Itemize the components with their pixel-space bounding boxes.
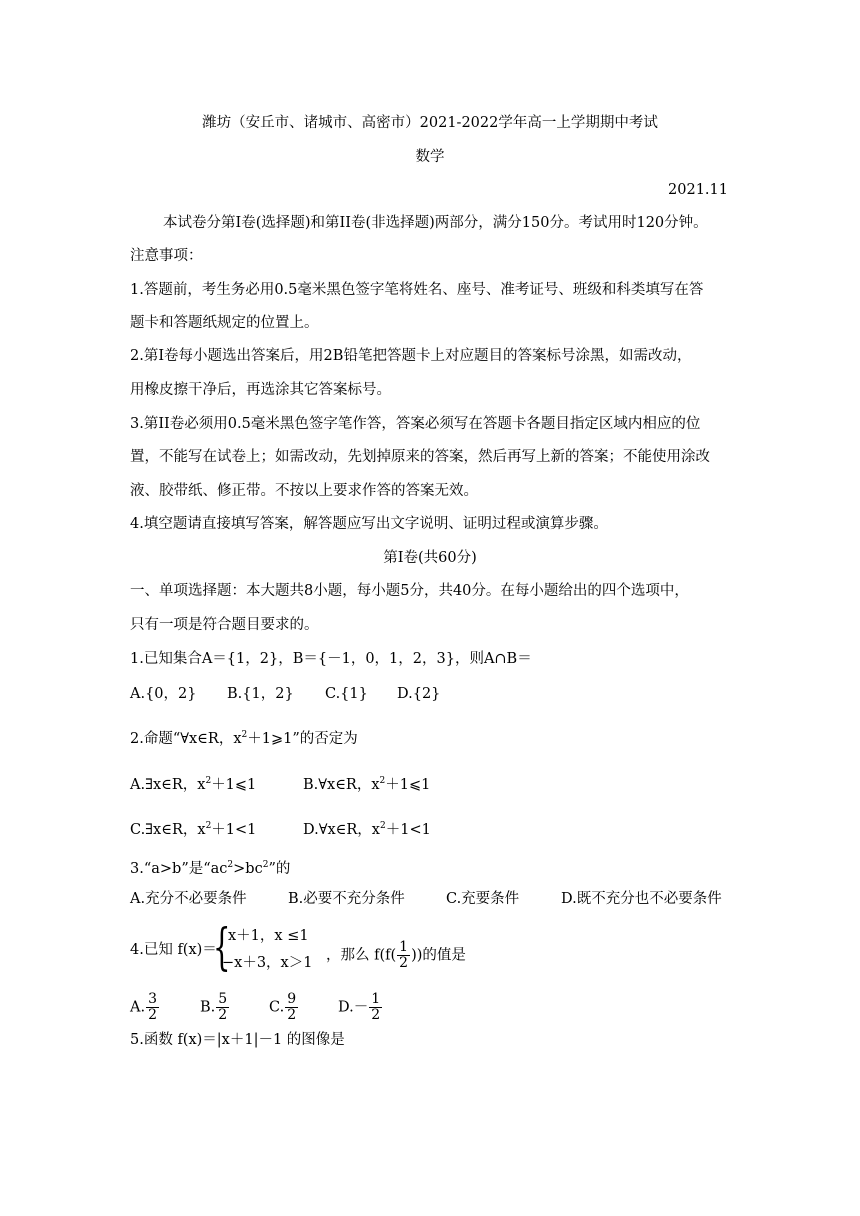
q4-option-a (130, 992, 160, 1023)
q3-option-a: A.充分不必要条件 (130, 891, 247, 907)
q4-option-d (338, 992, 383, 1023)
q4-a-den: 2 (148, 1007, 158, 1023)
q4-option-c (269, 992, 299, 1023)
intro-text: 本试卷分第I卷(选择题)和第II卷(非选择题)两部分，满分150分。考试用时120分钟。 (163, 215, 708, 231)
q3-sup-1: 2 (227, 860, 234, 870)
notice-3c: 液、胶带纸、修正带。不按以上要求作答的答案无效。 (130, 483, 478, 499)
q4-c-frac (285, 992, 298, 1023)
subject-title: 数学 (415, 149, 445, 165)
q4-stem-b: ，那么 f(f( (326, 947, 397, 964)
q2-d-sup: 2 (379, 821, 386, 831)
q4-c-num: 9 (287, 991, 297, 1007)
q2-b-part2: ＋1⩽1 (385, 777, 431, 793)
q4-b-frac (216, 992, 229, 1023)
q2-stem (130, 725, 358, 749)
notice-title: 注意事项： (130, 248, 203, 264)
q4-brace: { (213, 918, 231, 976)
q2-stem-sup: 2 (241, 730, 248, 740)
notice-2a: 2.第I卷每小题选出答案后，用2B铅笔把答题卡上对应题目的答案标号涂黑，如需改动， (130, 348, 692, 364)
q2-option-a (130, 771, 256, 795)
q2-stem-b: ＋1⩾1”的否定为 (247, 731, 358, 747)
q2-a-part2: ＋1⩽1 (211, 777, 257, 793)
q3-stem-c: ”的 (268, 861, 291, 877)
q2-d-part2: ＋1<1 (385, 822, 431, 838)
notice-1b: 题卡和答题纸规定的位置上。 (130, 315, 319, 331)
q1-option-c: C.{1} (325, 686, 368, 702)
q2-c-part2: ＋1<1 (211, 822, 257, 838)
q4-c-label: C. (269, 999, 285, 1016)
q4-a-label: A. (130, 999, 146, 1016)
q4-b-den: 2 (218, 1007, 228, 1023)
q4-fraction (397, 940, 410, 971)
q4-frac-num: 1 (399, 939, 409, 955)
q2-c-sup: 2 (205, 821, 212, 831)
q4-a-frac (146, 992, 159, 1023)
exam-title: 潍坊（安丘市、诸城市、高密市）2021-2022学年高一上学期期中考试 (202, 115, 658, 131)
q1-option-b: B.{1，2} (227, 686, 294, 702)
q4-case-2: −x＋3，x＞1 (222, 955, 313, 971)
section-title: 第I卷(共60分) (383, 550, 477, 566)
q4-stem-b-wrap (326, 940, 466, 971)
q2-b-sup: 2 (379, 776, 386, 786)
notice-1a: 1.答题前，考生务必用0.5毫米黑色签字笔将姓名、座号、准考证号、班级和科类填写在答 (130, 282, 704, 298)
section-desc-b: 只有一项是符合题目要求的。 (130, 617, 319, 633)
exam-date: 2021.11 (668, 182, 728, 198)
q4-case-1: x＋1，x ≤1 (228, 928, 309, 944)
q2-option-b (303, 771, 430, 795)
q4-stem-c: ))的值是 (411, 947, 466, 964)
section-desc-a: 一、单项选择题：本大题共8小题，每小题5分，共40分。在每小题给出的四个选项中， (130, 583, 689, 599)
q2-b-part1: B.∀x∈R，x (303, 777, 380, 793)
q4-b-label: B. (200, 999, 216, 1016)
q2-a-part1: A.∃x∈R，x (130, 777, 206, 793)
q4-option-b (200, 992, 230, 1023)
q4-d-den: 2 (371, 1007, 381, 1023)
q3-stem-b: >bc (233, 861, 263, 877)
q2-d-part1: D.∀x∈R，x (303, 822, 380, 838)
q3-option-d: D.既不充分也不必要条件 (561, 891, 722, 907)
q1-stem: 1.已知集合A＝{1，2}，B＝{－1，0，1，2，3}，则A∩B＝ (130, 651, 532, 667)
q2-option-c (130, 816, 256, 840)
q2-c-part1: C.∃x∈R，x (130, 822, 206, 838)
q4-a-num: 3 (148, 991, 158, 1007)
q3-option-b: B.必要不充分条件 (288, 891, 405, 907)
q1-option-a: A.{0，2} (130, 686, 197, 702)
q4-d-num: 1 (371, 991, 381, 1007)
q1-option-d: D.{2} (397, 686, 441, 702)
q4-stem-a: 4.已知 f(x)＝ (130, 942, 217, 958)
q4-b-num: 5 (218, 991, 228, 1007)
q3-option-c: C.充要条件 (446, 891, 520, 907)
notice-4: 4.填空题请直接填写答案，解答题应写出文字说明、证明过程或演算步骤。 (130, 516, 608, 532)
q2-option-d (303, 816, 431, 840)
q3-sup-2: 2 (262, 860, 269, 870)
notice-3b: 置，不能写在试卷上；如需改动，先划掉原来的答案，然后再写上新的答案；不能使用涂改 (130, 449, 710, 465)
q4-frac-den: 2 (399, 955, 409, 971)
q4-c-den: 2 (287, 1007, 297, 1023)
notice-3a: 3.第II卷必须用0.5毫米黑色签字笔作答，答案必须写在答题卡各题目指定区域内相应的位 (130, 416, 701, 432)
q5-stem: 5.函数 f(x)＝|x＋1|－1 的图像是 (130, 1032, 345, 1048)
notice-2b: 用橡皮擦干净后，再选涂其它答案标号。 (130, 382, 391, 398)
q4-d-frac (369, 992, 382, 1023)
q4-d-label: D.－ (338, 999, 369, 1016)
q2-a-sup: 2 (205, 776, 212, 786)
q3-stem-a: 3.“a>b”是“ac (130, 861, 228, 877)
q3-stem (130, 855, 290, 879)
q2-stem-a: 2.命题“∀x∈R，x (130, 731, 242, 747)
